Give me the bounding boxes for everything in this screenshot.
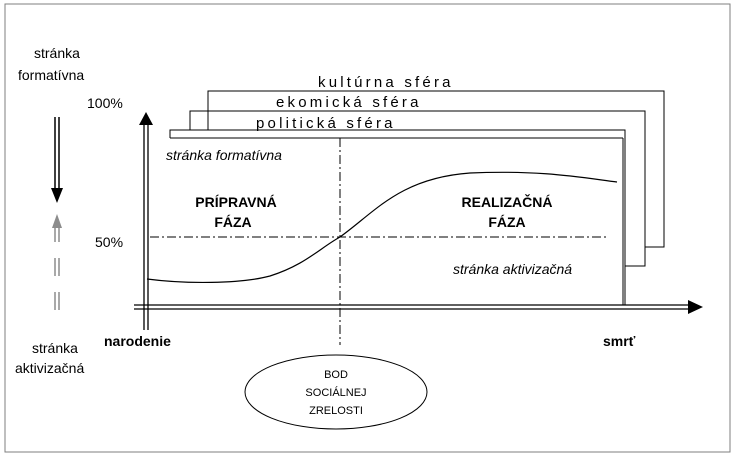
death-label: smrť — [603, 333, 636, 349]
birth-label: narodenie — [104, 333, 171, 349]
active-up-arrow — [52, 214, 62, 310]
y-tick-100: 100% — [87, 95, 123, 111]
social-maturity-line3: ZRELOSTI — [309, 405, 363, 417]
formative-label-line2: formatívna — [18, 67, 85, 83]
social-maturity-line1: BOD — [324, 369, 348, 381]
formative-label-line1: stránka — [34, 45, 80, 61]
formative-inner-label: stránka formatívna — [166, 147, 282, 163]
economic-sphere-label: ekomická sféra — [276, 94, 422, 111]
cultural-sphere-label: kultúrna sféra — [318, 74, 454, 91]
preparatory-phase-line1: PRÍPRAVNÁ — [195, 194, 277, 210]
political-sphere-label: politická sféra — [256, 115, 396, 132]
active-label-line1: stránka — [32, 340, 78, 356]
y-axis-arrowhead — [139, 112, 153, 125]
formative-down-arrow — [51, 117, 63, 203]
realization-phase-line1: REALIZAČNÁ — [461, 194, 553, 210]
x-axis-arrowhead — [688, 300, 703, 314]
preparatory-phase-line2: FÁZA — [214, 214, 252, 230]
active-label-line2: aktivizačná — [15, 360, 85, 376]
y-tick-50: 50% — [95, 234, 124, 250]
active-inner-label: stránka aktivizačná — [453, 261, 573, 277]
realization-phase-line2: FÁZA — [488, 214, 526, 230]
social-maturity-line2: SOCIÁLNEJ — [305, 387, 367, 399]
